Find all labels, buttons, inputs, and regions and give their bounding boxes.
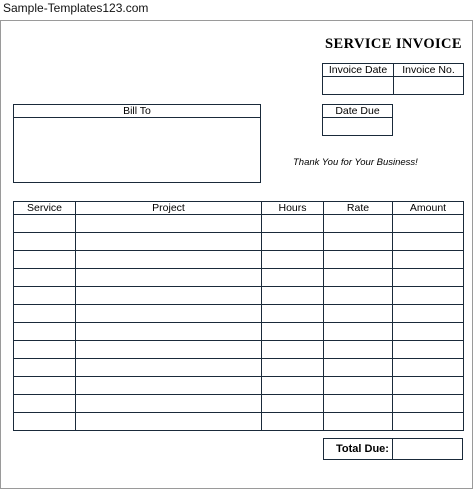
table-row <box>14 377 464 395</box>
watermark-text: Sample-Templates123.com <box>3 1 149 15</box>
row-cell-rate[interactable] <box>324 215 393 233</box>
table-row <box>14 269 464 287</box>
row-cell-project[interactable] <box>76 215 262 233</box>
service-items-table <box>13 201 464 431</box>
date-due-label: Date Due <box>323 105 393 118</box>
row-cell-rate[interactable] <box>324 377 393 395</box>
date-due-table <box>322 104 393 136</box>
table-row <box>14 305 464 323</box>
row-cell-amount[interactable] <box>393 215 464 233</box>
row-cell-amount[interactable] <box>393 305 464 323</box>
row-cell-amount[interactable] <box>393 323 464 341</box>
thank-you-note: Thank You for Your Business! <box>293 157 418 168</box>
row-cell-service[interactable] <box>14 377 76 395</box>
total-due-label: Total Due: <box>323 438 393 460</box>
table-row <box>14 215 464 233</box>
row-cell-hours[interactable] <box>262 251 324 269</box>
row-cell-project[interactable] <box>76 233 262 251</box>
row-cell-service[interactable] <box>14 341 76 359</box>
row-cell-service[interactable] <box>14 269 76 287</box>
row-cell-amount[interactable] <box>393 395 464 413</box>
row-cell-rate[interactable] <box>324 287 393 305</box>
row-cell-amount[interactable] <box>393 269 464 287</box>
row-cell-amount[interactable] <box>393 413 464 431</box>
row-cell-project[interactable] <box>76 269 262 287</box>
table-row <box>14 341 464 359</box>
row-cell-amount[interactable] <box>393 341 464 359</box>
row-cell-hours[interactable] <box>262 413 324 431</box>
table-row <box>14 395 464 413</box>
row-cell-project[interactable] <box>76 305 262 323</box>
row-cell-hours[interactable] <box>262 323 324 341</box>
invoice-no-label: Invoice No. <box>394 64 464 77</box>
row-cell-hours[interactable] <box>262 233 324 251</box>
row-cell-project[interactable] <box>76 359 262 377</box>
table-row <box>14 413 464 431</box>
column-header-service: Service <box>14 202 76 215</box>
row-cell-project[interactable] <box>76 395 262 413</box>
row-cell-rate[interactable] <box>324 413 393 431</box>
invoice-meta-table <box>322 63 464 95</box>
invoice-no-field[interactable] <box>394 77 464 95</box>
bill-to-table <box>13 104 261 183</box>
row-cell-hours[interactable] <box>262 341 324 359</box>
row-cell-amount[interactable] <box>393 233 464 251</box>
bill-to-field[interactable] <box>14 118 261 183</box>
row-cell-project[interactable] <box>76 413 262 431</box>
row-cell-hours[interactable] <box>262 395 324 413</box>
row-cell-rate[interactable] <box>324 251 393 269</box>
invoice-date-field[interactable] <box>323 77 394 95</box>
row-cell-project[interactable] <box>76 323 262 341</box>
row-cell-service[interactable] <box>14 395 76 413</box>
row-cell-project[interactable] <box>76 377 262 395</box>
row-cell-service[interactable] <box>14 215 76 233</box>
row-cell-service[interactable] <box>14 251 76 269</box>
row-cell-hours[interactable] <box>262 377 324 395</box>
row-cell-amount[interactable] <box>393 359 464 377</box>
row-cell-project[interactable] <box>76 287 262 305</box>
row-cell-service[interactable] <box>14 359 76 377</box>
column-header-project: Project <box>76 202 262 215</box>
row-cell-rate[interactable] <box>324 269 393 287</box>
row-cell-project[interactable] <box>76 251 262 269</box>
row-cell-project[interactable] <box>76 341 262 359</box>
row-cell-service[interactable] <box>14 305 76 323</box>
invoice-title: SERVICE INVOICE <box>325 36 462 52</box>
column-header-amount: Amount <box>393 202 464 215</box>
row-cell-amount[interactable] <box>393 251 464 269</box>
row-cell-rate[interactable] <box>324 233 393 251</box>
row-cell-service[interactable] <box>14 233 76 251</box>
row-cell-rate[interactable] <box>324 359 393 377</box>
row-cell-service[interactable] <box>14 323 76 341</box>
table-row <box>14 251 464 269</box>
row-cell-rate[interactable] <box>324 305 393 323</box>
table-row <box>14 359 464 377</box>
row-cell-amount[interactable] <box>393 287 464 305</box>
row-cell-service[interactable] <box>14 287 76 305</box>
row-cell-service[interactable] <box>14 413 76 431</box>
row-cell-hours[interactable] <box>262 215 324 233</box>
row-cell-amount[interactable] <box>393 377 464 395</box>
invoice-date-label: Invoice Date <box>323 64 394 77</box>
row-cell-hours[interactable] <box>262 269 324 287</box>
row-cell-hours[interactable] <box>262 359 324 377</box>
date-due-field[interactable] <box>323 118 393 136</box>
total-due-field[interactable] <box>392 438 463 460</box>
row-cell-rate[interactable] <box>324 395 393 413</box>
bill-to-label: Bill To <box>14 105 261 118</box>
column-header-rate: Rate <box>324 202 393 215</box>
row-cell-rate[interactable] <box>324 341 393 359</box>
column-header-hours: Hours <box>262 202 324 215</box>
row-cell-rate[interactable] <box>324 323 393 341</box>
row-cell-hours[interactable] <box>262 287 324 305</box>
table-row <box>14 287 464 305</box>
row-cell-hours[interactable] <box>262 305 324 323</box>
table-row <box>14 323 464 341</box>
table-row <box>14 233 464 251</box>
